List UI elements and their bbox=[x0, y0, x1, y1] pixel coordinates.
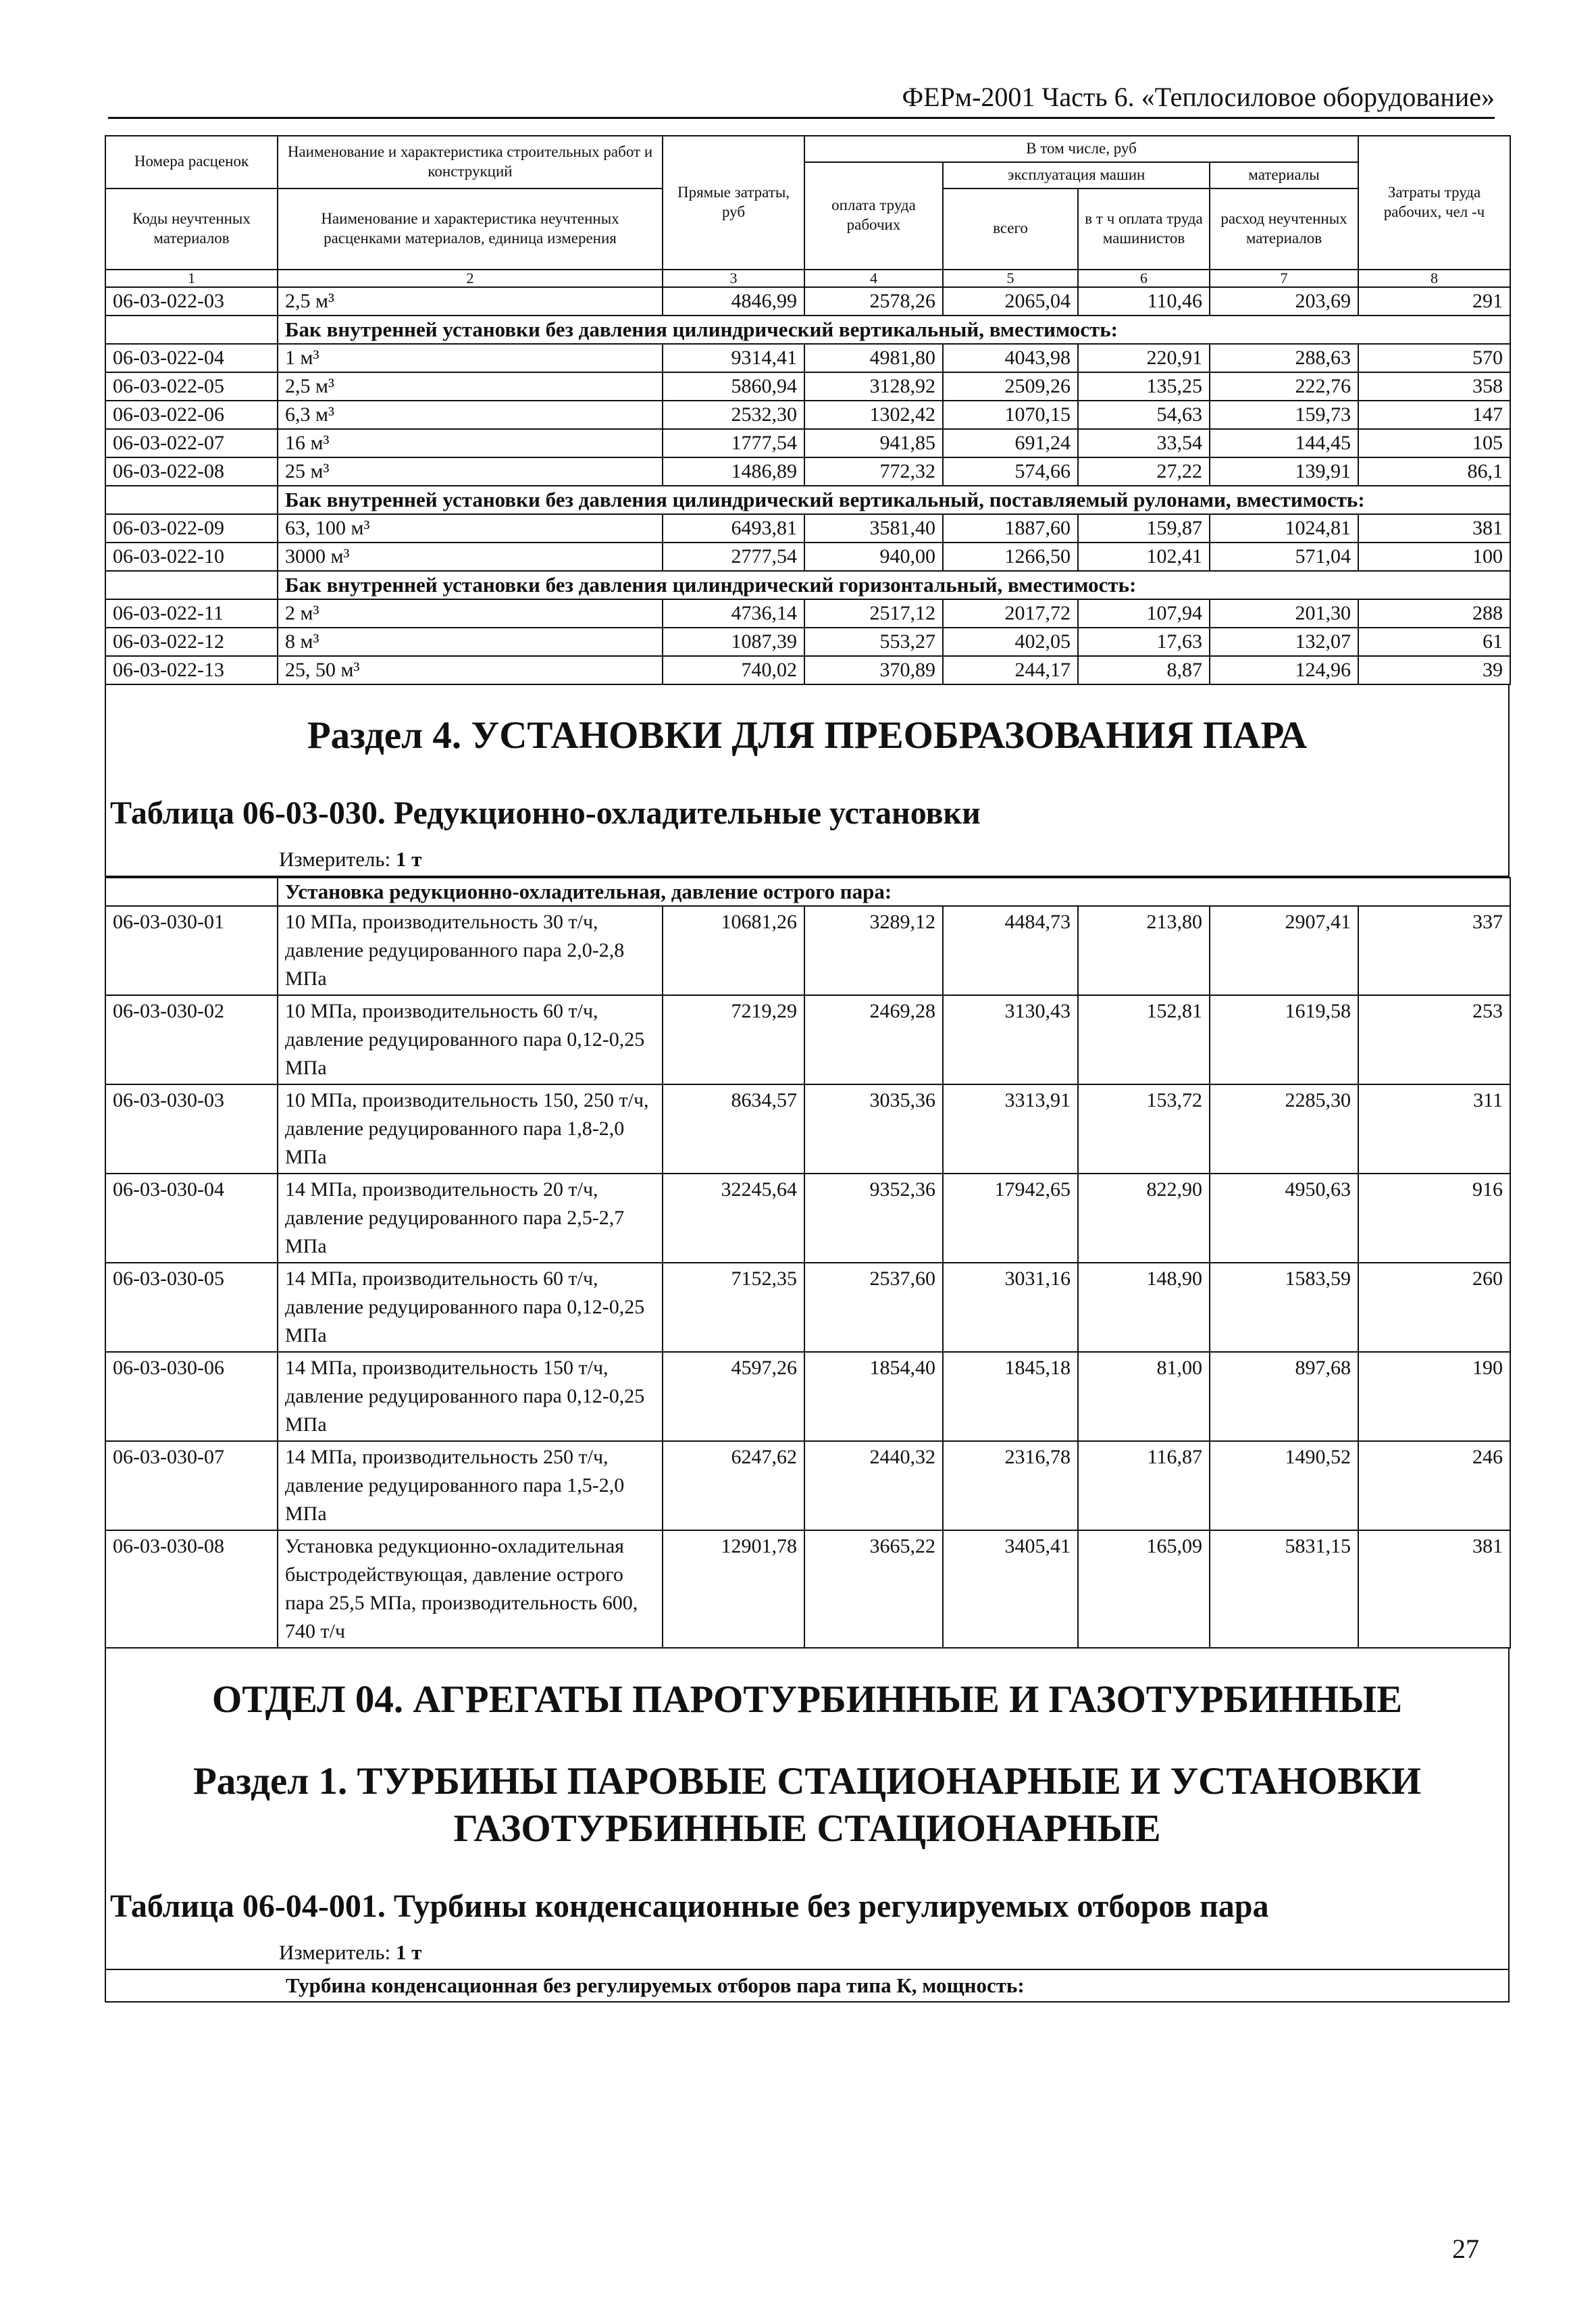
cell-value: 3405,41 bbox=[943, 1530, 1078, 1648]
group-spacer bbox=[105, 316, 278, 344]
table-row bbox=[105, 599, 1510, 628]
cell-value: 3031,16 bbox=[943, 1263, 1078, 1352]
rate-code: 06-03-030-03 bbox=[105, 1084, 278, 1174]
cell-value: 139,91 bbox=[1210, 457, 1358, 486]
column-number: 4 bbox=[804, 270, 943, 287]
cell-value: 6493,81 bbox=[663, 514, 804, 543]
cell-value: 311 bbox=[1358, 1084, 1510, 1174]
rate-name: 14 МПа, производительность 20 т/ч, давление редуцированного пара 2,5-2,7 МПа bbox=[278, 1174, 663, 1263]
cell-value: 105 bbox=[1358, 429, 1510, 457]
rate-code: 06-03-022-12 bbox=[105, 628, 278, 656]
cell-value: 1619,58 bbox=[1210, 995, 1358, 1084]
column-number: 3 bbox=[663, 270, 804, 287]
cell-value: 144,45 bbox=[1210, 429, 1358, 457]
column-numbers-row bbox=[105, 270, 1510, 287]
cell-value: 110,46 bbox=[1078, 287, 1210, 316]
rates-table-06-03-022 bbox=[105, 135, 1511, 685]
rate-name: 2 м³ bbox=[278, 599, 663, 628]
meter-value: 1 т bbox=[395, 1940, 422, 1964]
cell-value: 32245,64 bbox=[663, 1174, 804, 1263]
cell-value: 1583,59 bbox=[1210, 1263, 1358, 1352]
rate-name: 2,5 м³ bbox=[278, 287, 663, 316]
rate-name: 10 МПа, производительность 150, 250 т/ч, давление редуцированного пара 1,8-2,0 МПа bbox=[278, 1084, 663, 1174]
cell-value: 132,07 bbox=[1210, 628, 1358, 656]
cell-value: 4950,63 bbox=[1210, 1174, 1358, 1263]
rate-code: 06-03-022-05 bbox=[105, 372, 278, 401]
cell-value: 2316,78 bbox=[943, 1441, 1078, 1530]
page-number: 27 bbox=[1452, 2234, 1479, 2264]
cell-value: 772,32 bbox=[804, 457, 943, 486]
cell-value: 7152,35 bbox=[663, 1263, 804, 1352]
cell-value: 3313,91 bbox=[943, 1084, 1078, 1174]
rates-table-06-03-030 bbox=[105, 877, 1511, 1649]
rate-name: 14 МПа, производительность 250 т/ч, давление редуцированного пара 1,5-2,0 МПа bbox=[278, 1441, 663, 1530]
dept-04-title: ОТДЕЛ 04. АГРЕГАТЫ ПАРОТУРБИННЫЕ И ГАЗОТУРБИННЫЕ bbox=[211, 1678, 1403, 1721]
cell-value: 288 bbox=[1358, 599, 1510, 628]
group-spacer bbox=[105, 486, 278, 514]
cell-value: 9352,36 bbox=[804, 1174, 943, 1263]
column-number: 5 bbox=[943, 270, 1078, 287]
table-row bbox=[105, 457, 1510, 486]
table-row bbox=[105, 628, 1510, 656]
group-row bbox=[105, 878, 1510, 906]
cell-value: 2440,32 bbox=[804, 1441, 943, 1530]
column-number: 6 bbox=[1078, 270, 1210, 287]
cell-value: 2907,41 bbox=[1210, 906, 1358, 995]
rate-name: 1 м³ bbox=[278, 344, 663, 372]
table-row bbox=[105, 1441, 1510, 1530]
rate-code: 06-03-022-10 bbox=[105, 543, 278, 571]
cell-value: 17942,65 bbox=[943, 1174, 1078, 1263]
cell-value: 2469,28 bbox=[804, 995, 943, 1084]
rate-code: 06-03-022-07 bbox=[105, 429, 278, 457]
table-row bbox=[105, 514, 1510, 543]
rate-name: 6,3 м³ bbox=[278, 401, 663, 429]
cell-value: 61 bbox=[1358, 628, 1510, 656]
table-row bbox=[105, 543, 1510, 571]
cell-value: 152,81 bbox=[1078, 995, 1210, 1084]
cell-value: 941,85 bbox=[804, 429, 943, 457]
cell-value: 220,91 bbox=[1078, 344, 1210, 372]
group-spacer bbox=[105, 571, 278, 599]
cell-value: 381 bbox=[1358, 1530, 1510, 1648]
cell-value: 2578,26 bbox=[804, 287, 943, 316]
cell-value: 165,09 bbox=[1078, 1530, 1210, 1648]
cell-value: 570 bbox=[1358, 344, 1510, 372]
cell-value: 10681,26 bbox=[663, 906, 804, 995]
section-4-frame bbox=[105, 685, 1510, 877]
column-number: 1 bbox=[105, 270, 278, 287]
cell-value: 260 bbox=[1358, 1263, 1510, 1352]
cell-value: 86,1 bbox=[1358, 457, 1510, 486]
cell-value: 940,00 bbox=[804, 543, 943, 571]
rate-name: 25, 50 м³ bbox=[278, 656, 663, 684]
table-06-03-030-title: Таблица 06-03-030. Редукционно-охладительные установки bbox=[110, 795, 981, 831]
col-materials-expense: расход неучтенных материалов bbox=[1210, 188, 1358, 270]
section-1-title: Раздел 1. ТУРБИНЫ ПАРОВЫЕ СТАЦИОНАРНЫЕ И УСТАНОВКИ ГАЗОТУРБИННЫЕ СТАЦИОНАРНЫЕ bbox=[192, 1759, 1422, 1850]
cell-value: 1887,60 bbox=[943, 514, 1078, 543]
cell-value: 2537,60 bbox=[804, 1263, 943, 1352]
cell-value: 8634,57 bbox=[663, 1084, 804, 1174]
col-machines-wages: в т ч оплата труда машинистов bbox=[1078, 188, 1210, 270]
col-name-bottom: Наименование и характеристика неучтенных расценками материалов, единица измерения bbox=[278, 188, 663, 270]
cell-value: 291 bbox=[1358, 287, 1510, 316]
cell-value: 1777,54 bbox=[663, 429, 804, 457]
cell-value: 691,24 bbox=[943, 429, 1078, 457]
rate-name: 14 МПа, производительность 60 т/ч, давление редуцированного пара 0,12-0,25 МПа bbox=[278, 1263, 663, 1352]
cell-value: 17,63 bbox=[1078, 628, 1210, 656]
cell-value: 3289,12 bbox=[804, 906, 943, 995]
rate-code: 06-03-022-13 bbox=[105, 656, 278, 684]
cell-value: 27,22 bbox=[1078, 457, 1210, 486]
cell-value: 159,87 bbox=[1078, 514, 1210, 543]
cell-value: 916 bbox=[1358, 1174, 1510, 1263]
cell-value: 116,87 bbox=[1078, 1441, 1210, 1530]
cell-value: 4597,26 bbox=[663, 1352, 804, 1441]
cell-value: 2065,04 bbox=[943, 287, 1078, 316]
rate-name: 2,5 м³ bbox=[278, 372, 663, 401]
cell-value: 147 bbox=[1358, 401, 1510, 429]
cell-value: 9314,41 bbox=[663, 344, 804, 372]
cell-value: 153,72 bbox=[1078, 1084, 1210, 1174]
col-name-top: Наименование и характеристика строительных работ и конструкций bbox=[278, 136, 663, 188]
cell-value: 124,96 bbox=[1210, 656, 1358, 684]
table-row bbox=[105, 1084, 1510, 1174]
cell-value: 574,66 bbox=[943, 457, 1078, 486]
rate-code: 06-03-030-07 bbox=[105, 1441, 278, 1530]
rate-code: 06-03-030-01 bbox=[105, 906, 278, 995]
cell-value: 2777,54 bbox=[663, 543, 804, 571]
page-content bbox=[105, 135, 1510, 2003]
cell-value: 81,00 bbox=[1078, 1352, 1210, 1441]
cell-value: 1490,52 bbox=[1210, 1441, 1358, 1530]
cell-value: 100 bbox=[1358, 543, 1510, 571]
col-labor: Затраты труда рабочих, чел -ч bbox=[1358, 136, 1510, 270]
cell-value: 6247,62 bbox=[663, 1441, 804, 1530]
rate-code: 06-03-030-04 bbox=[105, 1174, 278, 1263]
cell-value: 381 bbox=[1358, 514, 1510, 543]
cell-value: 3128,92 bbox=[804, 372, 943, 401]
cell-value: 3581,40 bbox=[804, 514, 943, 543]
rate-name: 25 м³ bbox=[278, 457, 663, 486]
cell-value: 5860,94 bbox=[663, 372, 804, 401]
column-number: 7 bbox=[1210, 270, 1358, 287]
table-row bbox=[105, 1174, 1510, 1263]
table-row bbox=[105, 372, 1510, 401]
table-row bbox=[105, 429, 1510, 457]
cell-value: 33,54 bbox=[1078, 429, 1210, 457]
col-machines: эксплуатация машин bbox=[943, 162, 1210, 188]
col-codes: Коды неучтенных материалов bbox=[105, 188, 278, 270]
cell-value: 2532,30 bbox=[663, 401, 804, 429]
cell-value: 201,30 bbox=[1210, 599, 1358, 628]
cell-value: 740,02 bbox=[663, 656, 804, 684]
cell-value: 244,17 bbox=[943, 656, 1078, 684]
cell-value: 39 bbox=[1358, 656, 1510, 684]
table-06-04-001-title: Таблица 06-04-001. Турбины конденсационные без регулируемых отборов пара bbox=[110, 1888, 1269, 1924]
cell-value: 288,63 bbox=[1210, 344, 1358, 372]
cell-value: 1845,18 bbox=[943, 1352, 1078, 1441]
cell-value: 213,80 bbox=[1078, 906, 1210, 995]
meter-value: 1 т bbox=[395, 847, 422, 871]
table-row bbox=[105, 1263, 1510, 1352]
cell-value: 102,41 bbox=[1078, 543, 1210, 571]
rate-code: 06-03-022-04 bbox=[105, 344, 278, 372]
meter-label: Измеритель: bbox=[279, 1940, 391, 1964]
group-row bbox=[105, 571, 1510, 599]
col-wages: оплата труда рабочих bbox=[804, 162, 943, 270]
cell-value: 358 bbox=[1358, 372, 1510, 401]
cell-value: 1266,50 bbox=[943, 543, 1078, 571]
table-row bbox=[105, 906, 1510, 995]
cell-value: 1087,39 bbox=[663, 628, 804, 656]
rate-code: 06-03-030-08 bbox=[105, 1530, 278, 1648]
cell-value: 253 bbox=[1358, 995, 1510, 1084]
cell-value: 337 bbox=[1358, 906, 1510, 995]
group-title: Бак внутренней установки без давления цилиндрический вертикальный, вместимость: bbox=[278, 316, 1510, 344]
cell-value: 4736,14 bbox=[663, 599, 804, 628]
rate-code: 06-03-030-06 bbox=[105, 1352, 278, 1441]
cell-value: 107,94 bbox=[1078, 599, 1210, 628]
rate-name: 3000 м³ bbox=[278, 543, 663, 571]
cell-value: 2517,12 bbox=[804, 599, 943, 628]
cell-value: 1024,81 bbox=[1210, 514, 1358, 543]
cell-value: 822,90 bbox=[1078, 1174, 1210, 1263]
group-title: Бак внутренней установки без давления цилиндрический горизонтальный, вместимость: bbox=[278, 571, 1510, 599]
cell-value: 370,89 bbox=[804, 656, 943, 684]
rate-code: 06-03-022-11 bbox=[105, 599, 278, 628]
rate-code: 06-03-030-02 bbox=[105, 995, 278, 1084]
cell-value: 402,05 bbox=[943, 628, 1078, 656]
cell-value: 4043,98 bbox=[943, 344, 1078, 372]
table-row bbox=[105, 344, 1510, 372]
cell-value: 897,68 bbox=[1210, 1352, 1358, 1441]
rate-code: 06-03-030-05 bbox=[105, 1263, 278, 1352]
cell-value: 1486,89 bbox=[663, 457, 804, 486]
cell-value: 222,76 bbox=[1210, 372, 1358, 401]
cell-value: 4484,73 bbox=[943, 906, 1078, 995]
meter-line bbox=[106, 843, 1508, 877]
rate-name: 10 МПа, производительность 30 т/ч, давление редуцированного пара 2,0-2,8 МПа bbox=[278, 906, 663, 995]
table-row bbox=[105, 656, 1510, 684]
group-title: Установка редукционно-охладительная, давление острого пара: bbox=[278, 878, 1510, 906]
table-row bbox=[105, 995, 1510, 1084]
cell-value: 3035,36 bbox=[804, 1084, 943, 1174]
column-number: 8 bbox=[1358, 270, 1510, 287]
table-row bbox=[105, 401, 1510, 429]
cell-value: 203,69 bbox=[1210, 287, 1358, 316]
cell-value: 2285,30 bbox=[1210, 1084, 1358, 1174]
col-rate-numbers: Номера расценок bbox=[105, 136, 278, 188]
rate-name: 14 МПа, производительность 150 т/ч, давление редуцированного пара 0,12-0,25 МПа bbox=[278, 1352, 663, 1441]
cell-value: 3130,43 bbox=[943, 995, 1078, 1084]
rate-code: 06-03-022-08 bbox=[105, 457, 278, 486]
table-row bbox=[105, 1352, 1510, 1441]
col-machines-total: всего bbox=[943, 188, 1078, 270]
cell-value: 553,27 bbox=[804, 628, 943, 656]
section-4-title: Раздел 4. УСТАНОВКИ ДЛЯ ПРЕОБРАЗОВАНИЯ ПАРА bbox=[307, 713, 1308, 757]
col-materials: материалы bbox=[1210, 162, 1358, 188]
rate-name: 63, 100 м³ bbox=[278, 514, 663, 543]
table-row bbox=[105, 287, 1510, 316]
meter-label: Измеритель: bbox=[279, 847, 391, 871]
group-title: Бак внутренней установки без давления цилиндрический вертикальный, поставляемый рулонами, вместимость: bbox=[278, 486, 1510, 514]
cell-value: 135,25 bbox=[1078, 372, 1210, 401]
cell-value: 190 bbox=[1358, 1352, 1510, 1441]
cell-value: 159,73 bbox=[1210, 401, 1358, 429]
dept-04-frame bbox=[105, 1649, 1510, 2003]
cell-value: 4846,99 bbox=[663, 287, 804, 316]
cell-value: 3665,22 bbox=[804, 1530, 943, 1648]
cell-value: 1070,15 bbox=[943, 401, 1078, 429]
rate-name: Установка редукционно-охладительная быстродействующая, давление острого пара 25,5 МПа, производительность 600, 740 т/ч bbox=[278, 1530, 663, 1648]
cell-value: 12901,78 bbox=[663, 1530, 804, 1648]
rate-code: 06-03-022-09 bbox=[105, 514, 278, 543]
cell-value: 148,90 bbox=[1078, 1263, 1210, 1352]
table-row bbox=[105, 1530, 1510, 1648]
cell-value: 54,63 bbox=[1078, 401, 1210, 429]
cell-value: 7219,29 bbox=[663, 995, 804, 1084]
group-title: Турбина конденсационная без регулируемых отборов пара типа К, мощность: bbox=[286, 1973, 1025, 1997]
cell-value: 571,04 bbox=[1210, 543, 1358, 571]
cell-value: 2017,72 bbox=[943, 599, 1078, 628]
group-row bbox=[105, 486, 1510, 514]
rate-code: 06-03-022-03 bbox=[105, 287, 278, 316]
rate-name: 8 м³ bbox=[278, 628, 663, 656]
col-including: В том числе, руб bbox=[804, 136, 1358, 162]
running-header: ФЕРм-2001 Часть 6. «Теплосиловое оборудование» bbox=[108, 81, 1495, 119]
cell-value: 5831,15 bbox=[1210, 1530, 1358, 1648]
group-row bbox=[105, 316, 1510, 344]
cell-value: 1302,42 bbox=[804, 401, 943, 429]
rate-code: 06-03-022-06 bbox=[105, 401, 278, 429]
cell-value: 1854,40 bbox=[804, 1352, 943, 1441]
cell-value: 8,87 bbox=[1078, 656, 1210, 684]
cell-value: 4981,80 bbox=[804, 344, 943, 372]
cell-value: 246 bbox=[1358, 1441, 1510, 1530]
col-direct-costs: Прямые затраты, руб bbox=[663, 136, 804, 270]
meter-line bbox=[106, 1936, 1508, 1970]
column-number: 2 bbox=[278, 270, 663, 287]
cell-value: 2509,26 bbox=[943, 372, 1078, 401]
rate-name: 16 м³ bbox=[278, 429, 663, 457]
rate-name: 10 МПа, производительность 60 т/ч, давление редуцированного пара 0,12-0,25 МПа bbox=[278, 995, 663, 1084]
